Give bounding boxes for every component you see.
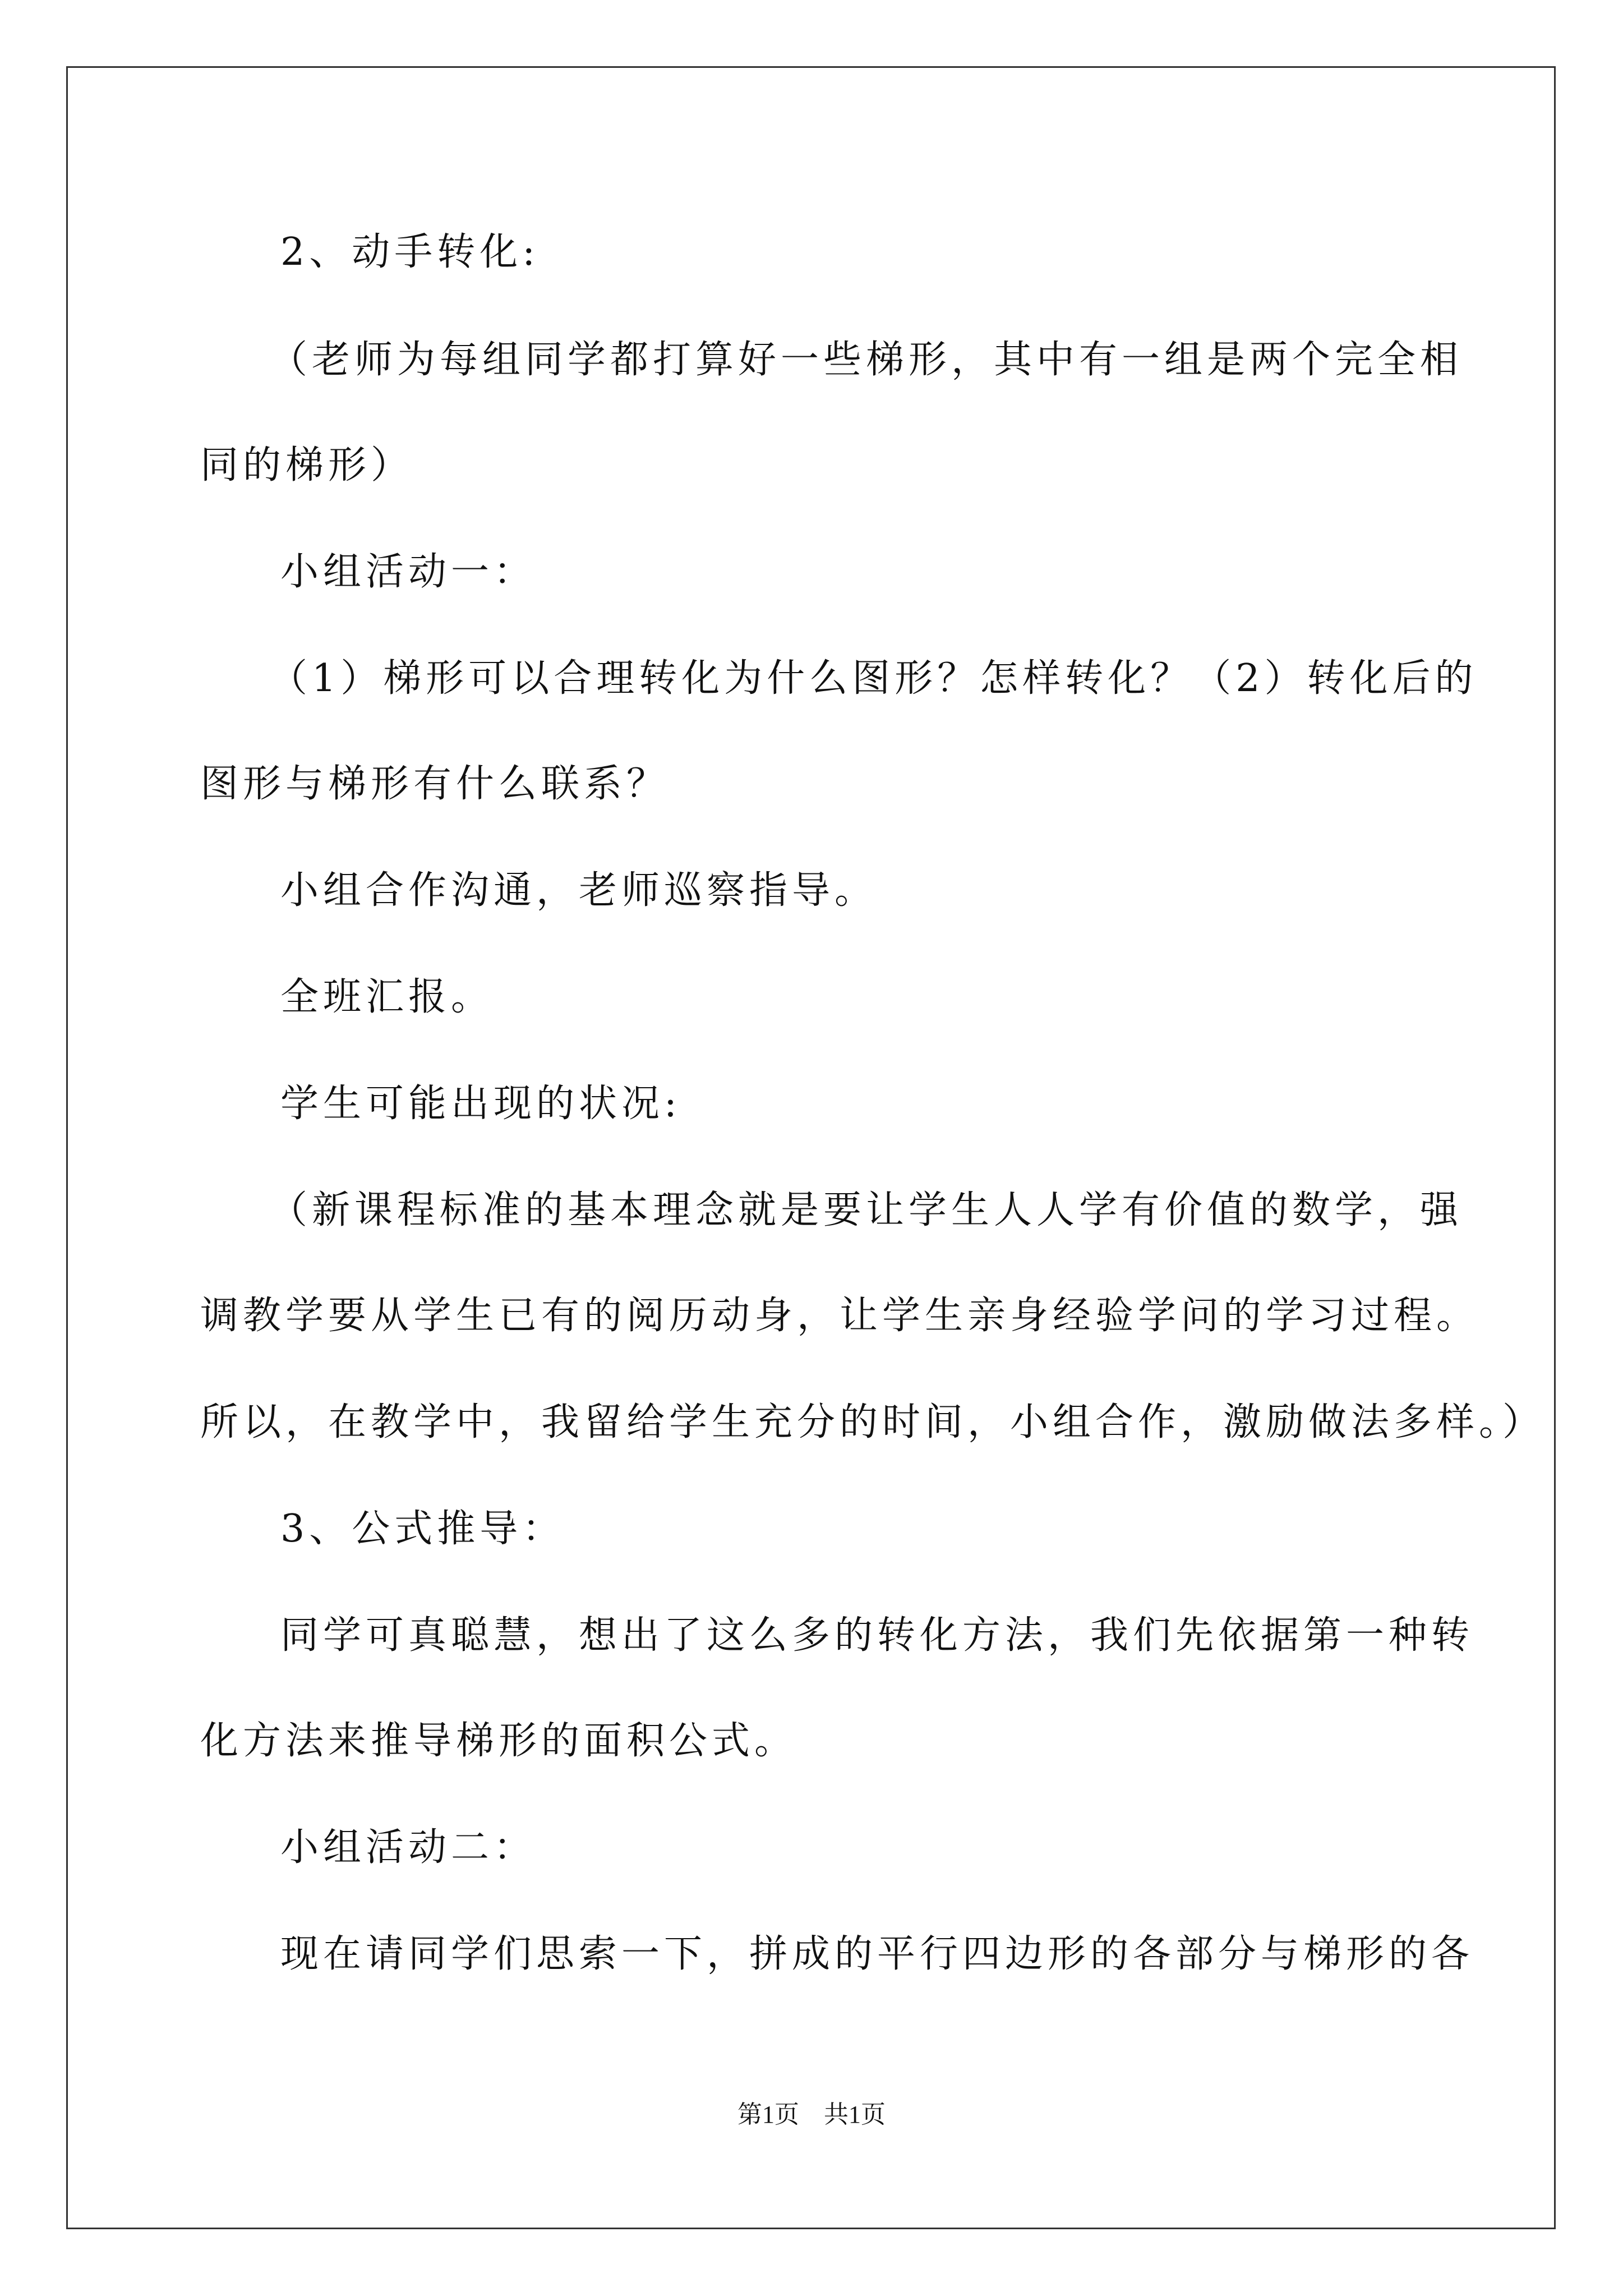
paragraph-line: 学生可能出现的状况:	[280, 1082, 681, 1126]
paragraph-line: 小组合作沟通，老师巡察指导。	[280, 868, 878, 913]
paragraph-line: 小组活动二：	[280, 1825, 537, 1870]
paragraph-line: 所以，在教学中，我留给学生充分的时间，小组合作，激励做法多样。）	[200, 1400, 1546, 1444]
paragraph-line: （1）梯形可以合理转化为什么图形？怎样转化？（2）转化后的	[269, 656, 1478, 701]
paragraph-line: 2、动手转化:	[280, 230, 540, 274]
paragraph-line: 同的梯形）	[200, 443, 414, 487]
page-footer: 第1页 共1页	[737, 2101, 886, 2128]
paragraph-line: （新课程标准的基本理念就是要让学生人人学有价值的数学，强	[269, 1188, 1463, 1232]
paragraph-line: 现在请同学们思索一下，拼成的平行四边形的各部分与梯形的各	[280, 1932, 1474, 1976]
paragraph-line: （老师为每组同学都打算好一些梯形，其中有一组是两个完全相	[269, 338, 1463, 382]
paragraph-line: 调教学要从学生已有的阅历动身，让学生亲身经验学问的学习过程。	[200, 1294, 1479, 1338]
page-border	[66, 66, 1556, 2229]
paragraph-line: 图形与梯形有什么联系？	[200, 762, 670, 806]
paragraph-line: 小组活动一：	[280, 550, 537, 594]
paragraph-line: 同学可真聪慧，想出了这么多的转化方法，我们先依据第一种转	[280, 1613, 1474, 1658]
paragraph-line: 全班汇报。	[280, 975, 494, 1019]
paragraph-line: 化方法来推导梯形的面积公式。	[200, 1719, 797, 1763]
paragraph-line: 3、公式推导：	[280, 1507, 565, 1551]
